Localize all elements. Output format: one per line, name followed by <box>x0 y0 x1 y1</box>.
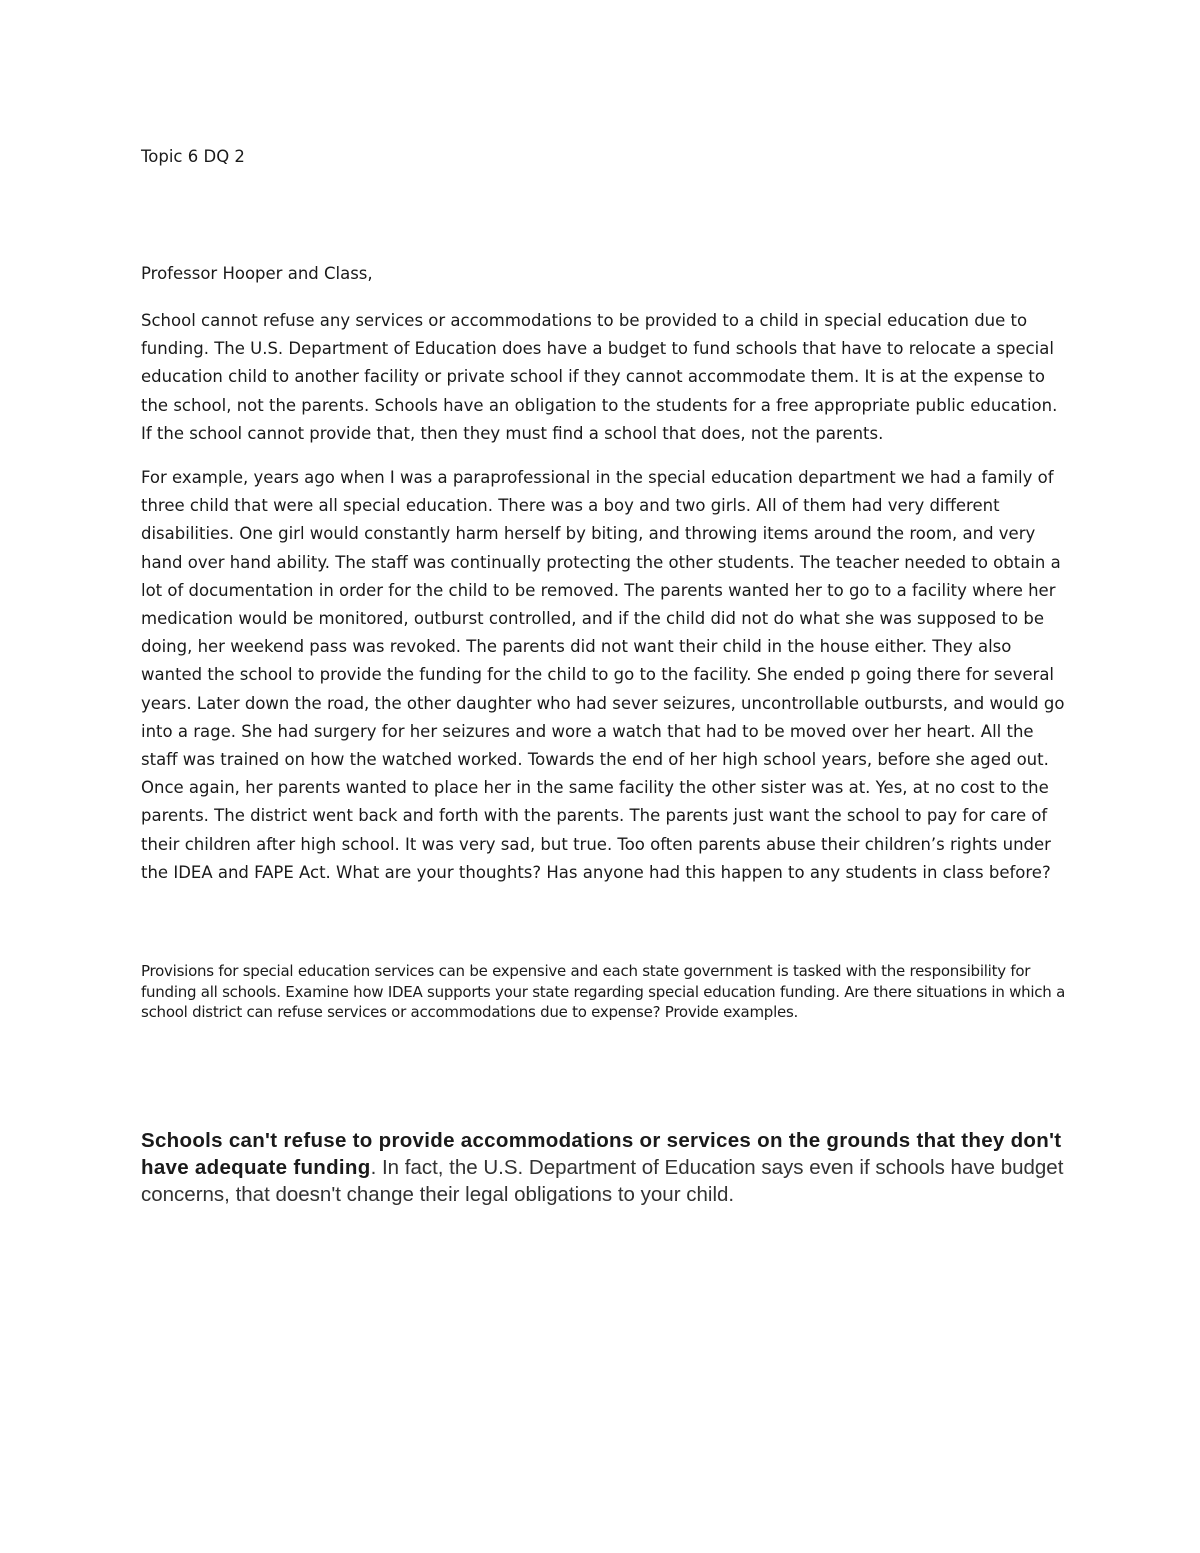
discussion-prompt: Provisions for special education services can be expensive and each state government is tasked with the responsibility for funding all schools. Examine how IDEA supports your state regarding special education funding. Are there situations in which a school district can refuse services or accommodations due to expense? Provide examples. <box>141 962 1066 1022</box>
answer-quote <box>141 1127 1066 1208</box>
document-title: Topic 6 DQ 2 <box>141 147 245 166</box>
body-paragraph-1: School cannot refuse any services or accommodations to be provided to a child in special education due to funding. The U.S. Department of Education does have a budget to fund schools that have to relocate a special education child to another facility or private school if they cannot accommodate them. It is at the expense to the school, not the parents. Schools have an obligation to the students for a free appropriate public education. If the school cannot provide that, then they must find a school that does, not the parents. <box>141 311 1058 443</box>
answer-rest-text: . In fact, the U.S. Department of Education says even if schools have budget concerns, that doesn't change their legal obligations to your child. <box>141 1155 1064 1206</box>
body-paragraph-2: For example, years ago when I was a paraprofessional in the special education department we had a family of three child that were all special education. There was a boy and two girls. All of them had very different disabilities. One girl would constantly harm herself by biting, and throwing items around the room, and very hand over hand ability. The staff was continually protecting the other students. The teacher needed to obtain a lot of documentation in order for the child to be removed. The parents wanted her to go to a facility where her medication would be monitored, outburst controlled, and if the child did not do what she was supposed to be doing, her weekend pass was revoked. The parents did not want their child in the house either. They also wanted the school to provide the funding for the child to go to the facility. She ended p going there for several years. Later down the road, the other daughter who had sever seizures, uncontrollable outbursts, and would go into a rage. She had surgery for her seizures and wore a watch that had to be moved over her heart. All the staff was trained on how the watched worked. Towards the end of her high school years, before she aged out. Once again, her parents wanted to place her in the same facility the other sister was at. Yes, at no cost to the parents. The district went back and forth with the parents. The parents just want the school to pay for care of their children after high school. It was very sad, but true. Too often parents abuse their children’s rights under the IDEA and FAPE Act. What are your thoughts? Has anyone had this happen to any students in class before? <box>141 468 1065 882</box>
document-body <box>141 143 1066 1208</box>
answer-bold-text: Schools can't refuse to provide accommodations or services on the grounds that they don't have adequate funding <box>141 1128 1062 1179</box>
salutation: Professor Hooper and Class, <box>141 264 373 283</box>
